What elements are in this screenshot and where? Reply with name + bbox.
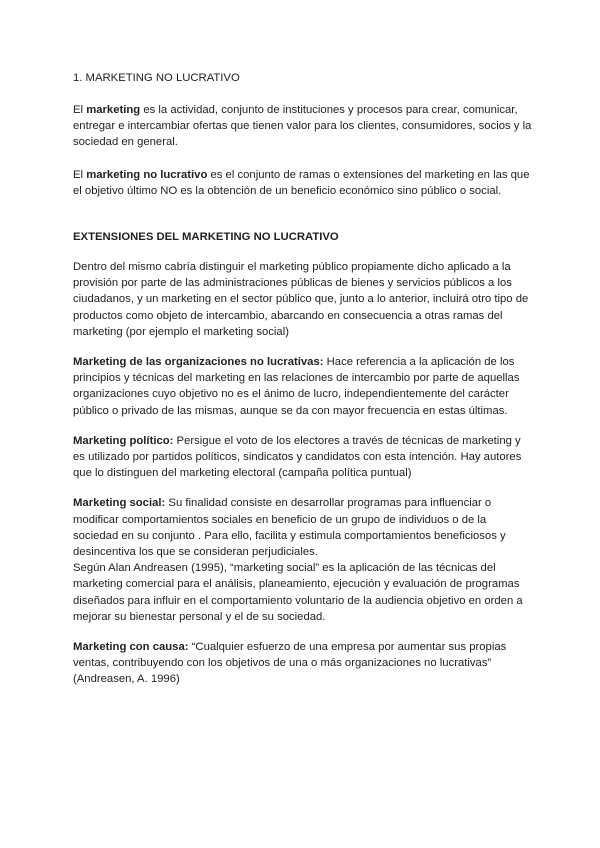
document-page <box>73 70 533 688</box>
social-term: Marketing social: <box>73 497 166 510</box>
politico-paragraph <box>73 433 533 482</box>
definition-prefix: El <box>73 168 87 181</box>
politico-term: Marketing político: <box>73 434 174 447</box>
no-lucrativo-definition <box>73 167 533 199</box>
social-paragraph <box>73 495 533 560</box>
definition-term: marketing no lucrativo <box>86 168 208 181</box>
organizaciones-term: Marketing de las organizaciones no lucrativas: <box>73 356 324 369</box>
page-title: 1. MARKETING NO LUCRATIVO <box>73 72 240 84</box>
causa-text: “Cualquier esfuerzo de una empresa por aumentar sus propias ventas, contribuyendo con los objetivos de una o más organizaciones no lucrativas” (Andreasen, A. 1996) <box>73 641 507 686</box>
organizaciones-text: Hace referencia a la aplicación de los principios y técnicas del marketing en las relaciones de intercambio por parte de aquellas organizaciones cuyo objetivo no es el ánimo de lucro, independientemente del carácter público o privado de las mismas, aunque se da con mayor frecuencia en estas últimas. <box>73 356 520 417</box>
causa-paragraph <box>73 639 533 688</box>
definition-prefix: El <box>73 104 87 116</box>
marketing-definition <box>73 102 533 151</box>
section-heading: EXTENSIONES DEL MARKETING NO LUCRATIVO <box>73 231 339 244</box>
causa-term: Marketing con causa: <box>73 641 189 654</box>
intro-paragraph: Dentro del mismo cabría distinguir el marketing público propiamente dicho aplicado a la provisión por parte de las administraciones públicas de bienes y servicios públicos a los ciudadanos, y un marketing en el sector público que, junto a lo anterior, incluirá otro tipo de productos como objeto de intercambio, abarcando en consecuencia a otras ramas del marketing (por ejemplo el marketing social) <box>73 261 529 338</box>
social-text: Su finalidad consiste en desarrollar programas para influenciar o modificar comportamientos sociales en beneficio de un grupo de individuos o de la sociedad en su conjunto . Para ello, facilita y estimula comportamientos beneficiosos y desincentiva los que se consideran perjudiciales. <box>73 497 506 559</box>
politico-text: Persigue el voto de los electores a través de técnicas de marketing y es utilizado por partidos políticos, sindicatos y candidatos con esta intención. Hay autores que lo distinguen del marketing electoral (campaña política puntual) <box>73 434 522 480</box>
organizaciones-paragraph <box>73 354 533 419</box>
andreasen-paragraph: Según Alan Andreasen (1995), “marketing social” es la aplicación de las técnicas del marketing comercial para el análisis, planeamiento, ejecución y evaluación de programas diseñados para influir en el comportamiento voluntario de la audiencia objetivo en orden a mejorar su bienestar personal y el de su sociedad. <box>73 562 523 623</box>
definition-text: es el conjunto de ramas o extensiones del marketing en las que el objetivo último NO es la obtención de un beneficio económico sino público o social. <box>73 168 530 197</box>
definition-term: marketing <box>86 104 141 116</box>
definition-text: es la actividad, conjunto de instituciones y procesos para crear, comunicar, entregar e intercambiar ofertas que tienen valor para los clientes, consumidores, socios y la sociedad en general. <box>73 104 532 149</box>
